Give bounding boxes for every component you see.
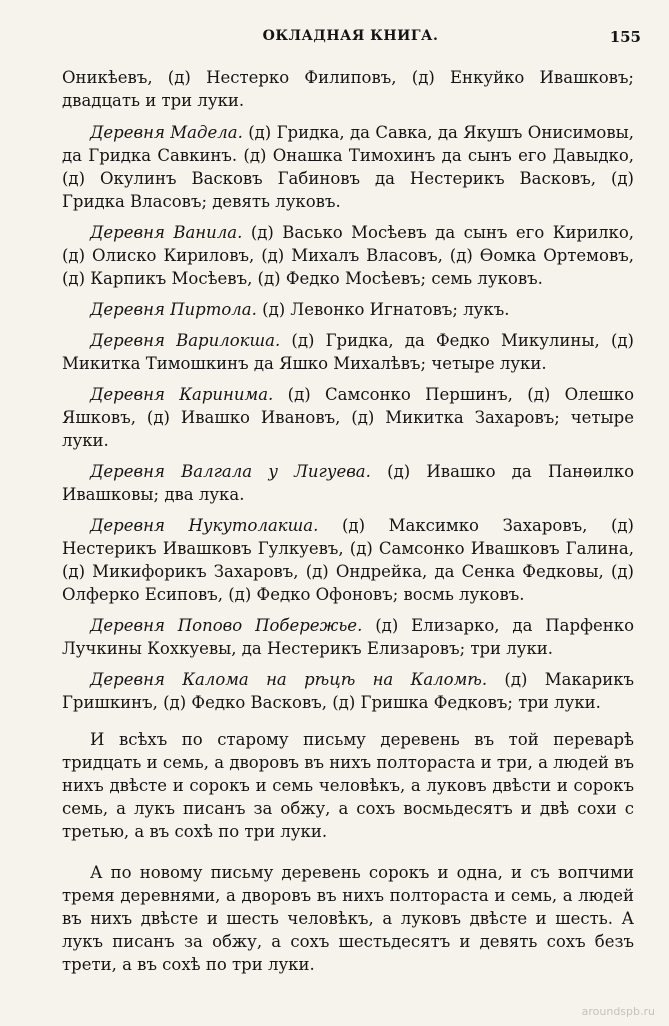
village-name: Деревня Попово Побережье. [90, 616, 363, 635]
watermark: aroundspb.ru [581, 1005, 655, 1018]
village-text: (д) Максимко Захаровъ, (д) Нестерикъ Ивашковъ Гулкуевъ, (д) Самсонко Ивашковъ Галина, (д) Микифорикъ Захаровъ, (д) Ондрейка, да Сенка Федковы, (д) Олферко Есиповъ, (д) Федко Офоновъ; восмь луковъ. [62, 516, 634, 604]
paragraph-continuation [62, 66, 634, 112]
village-entry [62, 514, 634, 606]
village-entry [62, 298, 634, 321]
village-name: Деревня Мадела. [90, 123, 243, 142]
village-text: (д) Самсонко Першинъ, (д) Олешко Яшковъ, (д) Ивашко Ивановъ, (д) Микитка Захаровъ; четыре луки. [62, 385, 635, 450]
summary-old-count: И всѣхъ по старому письму деревень въ той переварѣ тридцать и семь, а дворовъ въ нихъ полтораста и три, а людей въ нихъ двѣсте и сорокъ и семь человѣкъ, а луковъ двѣсти и сорокъ семь, а лукъ писанъ за обжу, а сохъ восмьдесятъ и двѣ сохи с третью, а въ сохѣ по три луки. [62, 730, 634, 841]
village-name: Деревня Калома на рѣцѣ на Каломѣ. [90, 670, 488, 689]
village-entry [62, 614, 634, 660]
village-text: (д) Васько Мосѣевъ да сынъ его Кирилко, (д) Олиско Кириловъ, (д) Михалъ Власовъ, (д) Ѳомка Ортемовъ, (д) Карпикъ Мосѣевъ, (д) Федко Мосѣевъ; семь луковъ. [62, 223, 634, 288]
village-text: (д) Ивашко да Панѳилко Ивашковы; два лука. [62, 462, 635, 504]
village-text: (д) Левонко Игнатовъ; лукъ. [262, 300, 510, 319]
village-text: (д) Макарикъ Гришкинъ, (д) Федко Васковъ, (д) Гришка Федковъ; три луки. [62, 670, 635, 712]
page-number: 155 [609, 28, 641, 46]
village-entry [62, 121, 634, 213]
paragraph-text: Оникѣевъ, (д) Нестерко Филиповъ, (д) Енкуйко Ивашковъ; двадцать и три луки. [62, 68, 634, 110]
village-entry [62, 460, 634, 506]
village-entry [62, 329, 634, 375]
running-header [60, 28, 641, 50]
main-text [62, 66, 634, 985]
village-name: Деревня Нукутолакша. [90, 516, 319, 535]
village-name: Деревня Каринима. [90, 385, 274, 404]
running-title: ОКЛАДНАЯ КНИГА. [262, 28, 439, 44]
village-entry [62, 221, 634, 290]
village-text: (д) Елизарко, да Парфенко Лучкины Кохкуевы, да Нестерикъ Елизаровъ; три луки. [62, 616, 635, 658]
village-entry [62, 383, 634, 452]
village-entry [62, 668, 634, 714]
village-name: Деревня Валгала у Лигуева. [90, 462, 371, 481]
village-name: Деревня Ванила. [90, 223, 243, 242]
village-text: (д) Гридка, да Федко Микулины, (д) Микитка Тимошкинъ да Яшко Михалѣвъ; четыре луки. [62, 331, 634, 373]
village-name: Деревня Варилокша. [90, 331, 281, 350]
summary-new-count: А по новому письму деревень сорокъ и одна, и съ вопчими тремя деревнями, а дворовъ въ нихъ полтораста и семь, а людей въ нихъ двѣсте и шесть человѣкъ, а луковъ двѣсте и шесть. А лукъ писанъ за обжу, а сохъ шестьдесятъ и девять сохъ безъ трети, а въ сохѣ по три луки. [62, 863, 634, 974]
village-text: (д) Гридка, да Савка, да Якушъ Онисимовы, да Гридка Савкинъ. (д) Онашка Тимохинъ да сынъ его Давыдко, (д) Окулинъ Васковъ Габиновъ да Нестерикъ Васковъ, (д) Гридка Власовъ; девять луковъ. [62, 123, 634, 211]
village-name: Деревня Пиртола. [90, 300, 257, 319]
